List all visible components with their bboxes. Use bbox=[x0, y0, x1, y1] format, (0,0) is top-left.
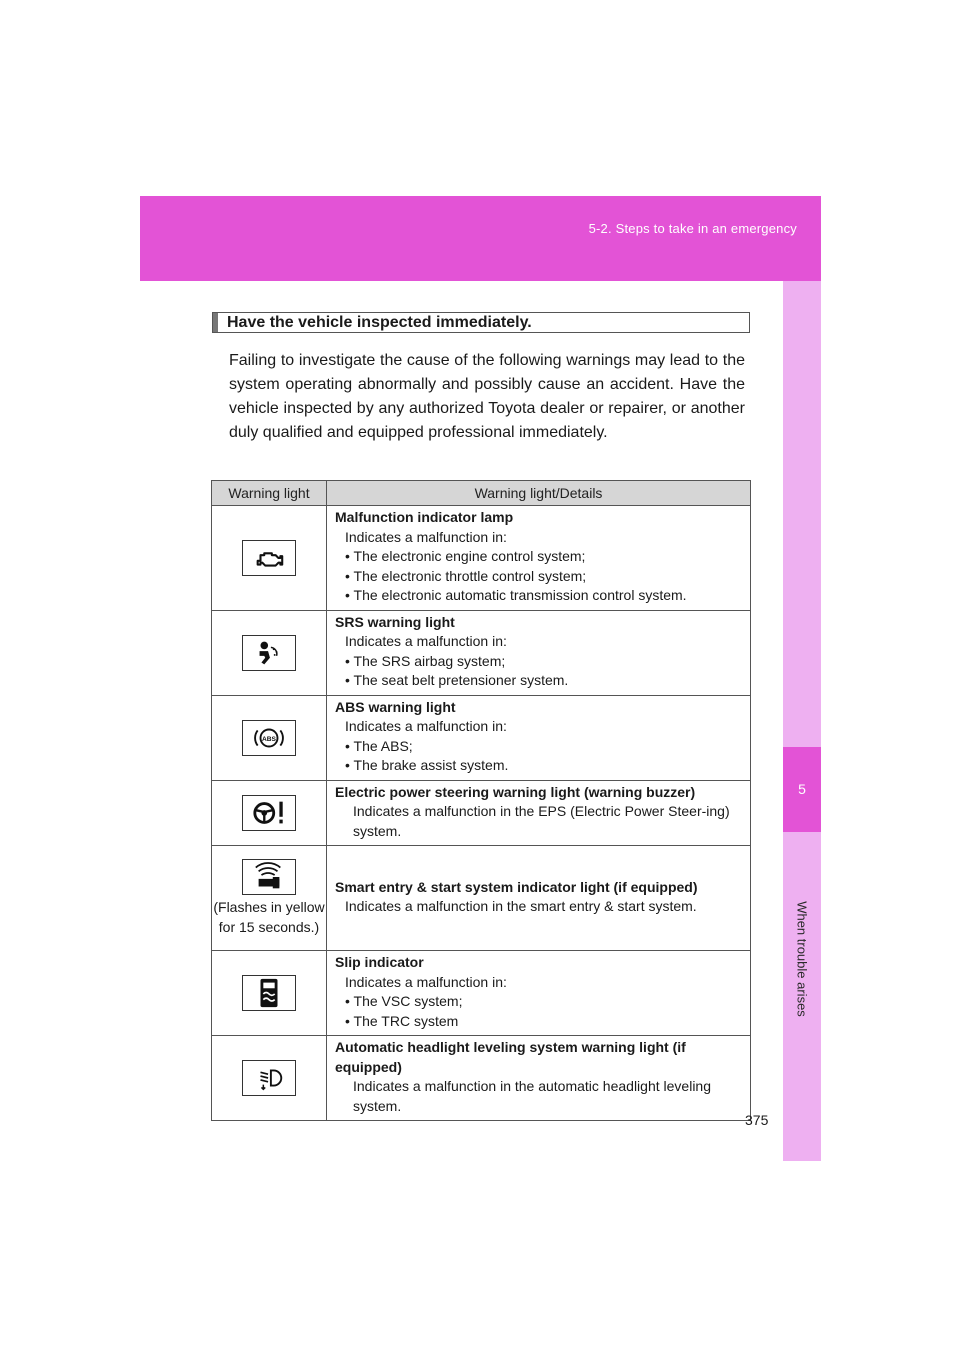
header-band bbox=[140, 196, 821, 281]
table-row bbox=[212, 695, 751, 780]
check-engine-icon bbox=[242, 540, 296, 576]
power-steering-icon bbox=[242, 795, 296, 831]
row-intro: Indicates a malfunction in: bbox=[345, 633, 507, 649]
row-intro: Indicates a malfunction in: bbox=[345, 528, 507, 545]
col-details: Warning light/Details bbox=[327, 481, 751, 506]
warning-lights-table bbox=[211, 480, 751, 1121]
row-item: • The brake assist system. bbox=[345, 757, 509, 773]
row-title: SRS warning light bbox=[335, 613, 455, 630]
icon-cell bbox=[212, 846, 327, 951]
details-cell bbox=[327, 610, 751, 695]
section-title-text: Have the vehicle inspected immediately. bbox=[227, 314, 532, 331]
details-cell bbox=[327, 846, 751, 951]
icon-cell bbox=[212, 695, 327, 780]
details-cell bbox=[327, 951, 751, 1036]
row-intro: Indicates a malfunction in the smart entry & start system. bbox=[345, 898, 697, 914]
icon-cell bbox=[212, 780, 327, 846]
srs-airbag-icon bbox=[242, 635, 296, 671]
row-item: • The seat belt pretensioner system. bbox=[345, 672, 569, 688]
row-item: • The TRC system bbox=[345, 1012, 459, 1029]
table-row bbox=[212, 846, 751, 951]
details-cell bbox=[327, 506, 751, 611]
row-intro: Indicates a malfunction in the automatic headlight leveling system. bbox=[353, 1078, 711, 1114]
side-tab bbox=[783, 281, 821, 1161]
icon-cell bbox=[212, 610, 327, 695]
icon-cell bbox=[212, 506, 327, 611]
table-row bbox=[212, 780, 751, 846]
row-intro: Indicates a malfunction in: bbox=[345, 718, 507, 734]
row-intro: Indicates a malfunction in: bbox=[345, 973, 507, 990]
section-title-bar bbox=[213, 313, 218, 332]
row-item: • The electronic engine control system; bbox=[345, 548, 586, 564]
smart-key-icon bbox=[242, 859, 296, 895]
side-tab-number: 5 bbox=[783, 747, 821, 832]
section-title bbox=[212, 312, 750, 333]
slip-indicator-icon bbox=[242, 975, 296, 1011]
headlight-leveling-icon bbox=[242, 1060, 296, 1096]
details-cell bbox=[327, 695, 751, 780]
row-item: • The ABS; bbox=[345, 737, 413, 754]
table-row bbox=[212, 951, 751, 1036]
page-number: 375 bbox=[745, 1112, 769, 1128]
table-row bbox=[212, 506, 751, 611]
details-cell bbox=[327, 780, 751, 846]
row-title: Slip indicator bbox=[335, 954, 424, 970]
flash-note: (Flashes in yellow for 15 seconds.) bbox=[213, 899, 325, 935]
intro-paragraph: Failing to investigate the cause of the following warnings may lead to the system operating abnormally and possibly cause an accident. Have the vehicle inspected by any authorized Toyota dealer or repairer, or another duly qualified and equipped professional immediately. bbox=[229, 352, 745, 441]
table-row bbox=[212, 1036, 751, 1121]
row-title: Malfunction indicator lamp bbox=[335, 509, 514, 525]
row-item: • The electronic automatic transmission control system. bbox=[345, 587, 687, 603]
row-item: • The VSC system; bbox=[345, 993, 463, 1009]
svg-text:ABS: ABS bbox=[262, 735, 276, 743]
row-intro: Indicates a malfunction in the EPS (Electric Power Steer-ing) system. bbox=[353, 803, 730, 839]
row-title: Smart entry & start system indicator light (if equipped) bbox=[335, 878, 698, 895]
row-title: ABS warning light bbox=[335, 698, 456, 715]
header-section-title: 5-2. Steps to take in an emergency bbox=[588, 221, 797, 236]
table-header-row bbox=[212, 481, 751, 506]
row-title: Automatic headlight leveling system warning light (if equipped) bbox=[335, 1039, 686, 1075]
icon-cell bbox=[212, 1036, 327, 1121]
details-cell bbox=[327, 1036, 751, 1121]
row-item: • The electronic throttle control system; bbox=[345, 567, 587, 584]
row-title: Electric power steering warning light (warning buzzer) bbox=[335, 783, 696, 800]
abs-icon bbox=[242, 720, 296, 756]
side-tab-label: When trouble arises bbox=[794, 901, 810, 1017]
col-warning-light: Warning light bbox=[212, 481, 327, 506]
table-row bbox=[212, 610, 751, 695]
row-item: • The SRS airbag system; bbox=[345, 652, 506, 669]
icon-cell bbox=[212, 951, 327, 1036]
